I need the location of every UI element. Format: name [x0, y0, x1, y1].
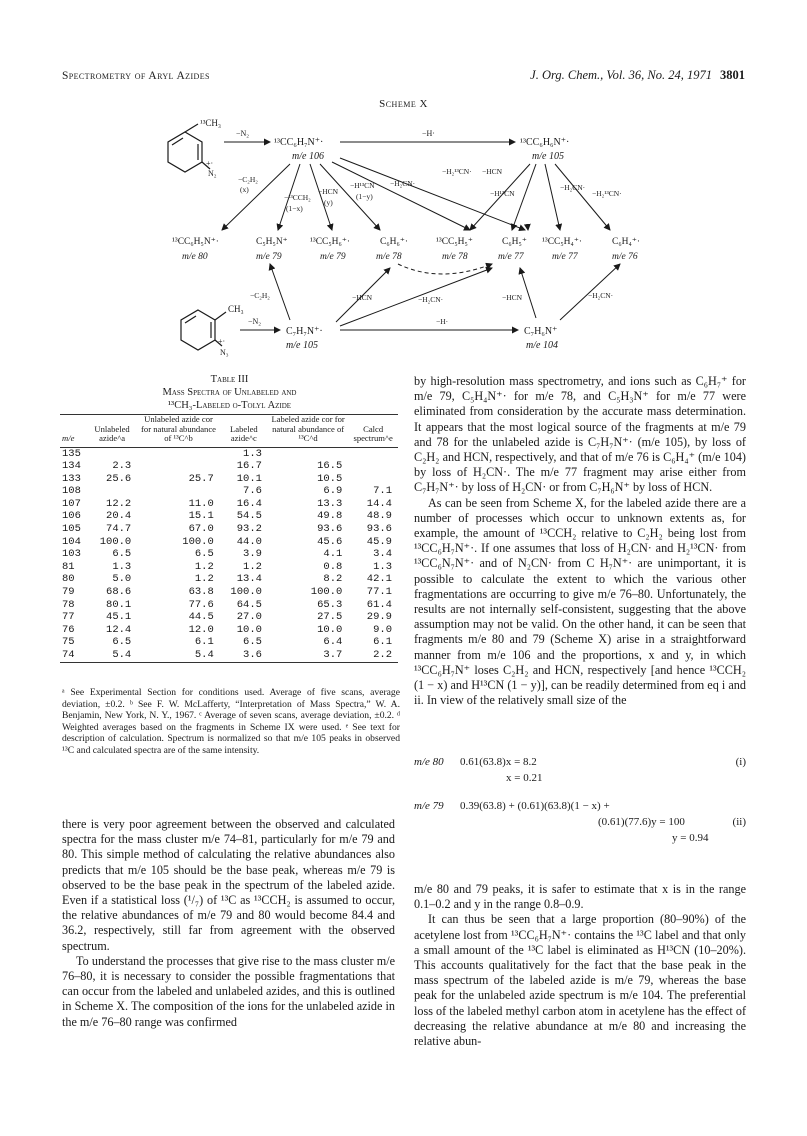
- eq1-expr: 0.61(63.8)x = 8.2: [460, 756, 537, 768]
- paragraph: To understand the processes that give rise to the mass cluster m/e 76–80, it is necessary to consider the possible fragmentations that can occur from the labeled and unlabeled azides, and this is outlined in Scheme X. The composition of the ions for the unlabeled azide in the m/e 76–80 range was confirmed: [62, 953, 396, 1029]
- journal-citation: [530, 68, 745, 83]
- table-cell: 5.0: [112, 573, 132, 586]
- eq2-expr: 0.39(63.8) + (0.61)(63.8)(1 − x) +: [460, 800, 610, 812]
- label-minus-hcn-2: −HCN: [482, 167, 503, 176]
- label-y: (y): [324, 198, 333, 207]
- scheme-title: Scheme X: [379, 98, 428, 110]
- ion-p3-me: m/e 79: [320, 252, 346, 262]
- table-row: [60, 611, 398, 624]
- table-cell: 7.1: [373, 485, 392, 498]
- table-caption: [62, 373, 397, 412]
- table-row: [60, 649, 398, 662]
- ion-p3: ¹³CC₅H₆⁺·: [310, 237, 351, 247]
- table-cell: 0.8: [323, 560, 343, 573]
- table-cell: 10.5: [317, 472, 343, 485]
- table-cell: 78: [62, 598, 75, 611]
- table-cell: 16.7: [236, 460, 262, 473]
- table-title: Table III: [210, 374, 249, 385]
- table-row: [60, 536, 398, 549]
- table-cell: 6.5: [194, 548, 214, 561]
- table-row: [60, 586, 398, 599]
- table-caption-line2: ¹³CH₃-Labeled o-Tolyl Azide: [167, 400, 292, 411]
- table-row: [60, 510, 398, 523]
- table-cell: 9.0: [373, 623, 392, 636]
- table-cell: 12.4: [106, 623, 132, 636]
- table-cell: [348, 460, 398, 473]
- table-cell: 16.4: [236, 497, 262, 510]
- equations-block: [414, 756, 746, 848]
- label-minus-hcn-bottom-2: −HCN: [502, 293, 523, 302]
- table-cell: 11.0: [188, 497, 214, 510]
- ion-p6: C₆H₅⁺: [502, 237, 527, 247]
- table-cell: 2.3: [112, 460, 132, 473]
- ion-c7h7n-me: m/e 105: [286, 340, 318, 351]
- right-column-text-after: [414, 882, 746, 1049]
- table-cell: 93.6: [317, 523, 343, 536]
- table-header-row: [60, 415, 398, 448]
- table-cell: 61.4: [366, 598, 392, 611]
- table-cell: 134: [62, 460, 81, 473]
- table-cell: 13.3: [317, 497, 343, 510]
- table-cell: 42.1: [366, 573, 392, 586]
- table-cell: 68.6: [106, 586, 132, 599]
- table-cell: [268, 447, 348, 460]
- table-cell: 5.4: [112, 649, 132, 661]
- table-cell: 6.1: [373, 636, 392, 649]
- table-cell: 63.8: [188, 586, 214, 599]
- table-cell: 77.6: [188, 598, 214, 611]
- table-cell: 25.7: [188, 472, 214, 485]
- table-cell: 105: [62, 523, 81, 536]
- table-cell: 45.1: [106, 611, 132, 624]
- table-cell: 15.1: [188, 510, 214, 523]
- table-cell: 108: [62, 485, 81, 498]
- table-row: [60, 447, 398, 460]
- table-cell: 14.4: [366, 497, 392, 510]
- table-cell: 44.5: [188, 611, 214, 624]
- table-cell: 1.3: [243, 447, 262, 460]
- ion-p6-me: m/e 77: [498, 252, 524, 262]
- table-cell: 27.0: [236, 611, 262, 624]
- ion-p4: C₆H₆⁺·: [380, 237, 408, 247]
- label-minus-h-top: −H·: [422, 129, 435, 138]
- ion-p2: C₅H₅N⁺: [256, 237, 288, 247]
- paragraph: m/e 80 and 79 peaks, it is safer to estimate that x is in the range 0.1–0.2 and y in the range 0.8–0.9.: [414, 882, 746, 912]
- col-header-me: m/e: [62, 433, 75, 443]
- table-cell: 8.2: [323, 573, 343, 586]
- table-cell: 81: [62, 560, 75, 573]
- table-cell: 76: [62, 623, 75, 636]
- table-cell: 2.2: [373, 649, 392, 661]
- table-cell: 74: [62, 649, 75, 661]
- table-cell: 4.1: [323, 548, 343, 561]
- label-x: (x): [240, 185, 249, 194]
- table-cell: 13.4: [236, 573, 262, 586]
- label-minus-n2-top: −N₂: [236, 129, 250, 138]
- table-cell: 104: [62, 535, 81, 548]
- label-minus-c2h2-bottom: −C₂H₂: [250, 291, 270, 300]
- table-cell: 6.5: [112, 548, 132, 561]
- label-minus-13cch2: −¹³CCH₂: [284, 193, 311, 202]
- table-cell: 1.2: [194, 560, 214, 573]
- table-cell: 1.3: [112, 560, 132, 573]
- ion-13cc6h6n-me: m/e 105: [532, 151, 564, 162]
- ion-p1-me: m/e 80: [182, 252, 208, 262]
- table-cell: 1.2: [243, 560, 262, 573]
- eq2-result: y = 0.94: [672, 832, 709, 844]
- table-cell: [87, 485, 137, 498]
- ion-p7-me: m/e 77: [552, 252, 578, 262]
- table-cell: 10.0: [236, 623, 262, 636]
- table-cell: 93.6: [366, 523, 392, 536]
- table-cell: 3.9: [243, 548, 262, 561]
- table-cell: 77.1: [366, 586, 392, 599]
- table-body: [60, 447, 398, 662]
- table-cell: 135: [62, 447, 81, 460]
- table-cell: 20.4: [106, 510, 132, 523]
- col-header-unlabeled-cor: Unlabeled azide cor for natural abundance of ¹³C^b: [141, 414, 216, 443]
- table-cell: 44.0: [236, 535, 262, 548]
- table-cell: 27.5: [317, 611, 343, 624]
- running-header-title: Spectrometry of Aryl Azides: [62, 70, 210, 82]
- table-cell: 48.9: [366, 510, 392, 523]
- table-cell: [87, 447, 137, 460]
- table-cell: 45.9: [366, 535, 392, 548]
- table-cell: 12.0: [188, 623, 214, 636]
- label-minus-h-bottom: −H·: [436, 317, 449, 326]
- table-cell: 75: [62, 636, 75, 649]
- table-cell: 80.1: [106, 598, 132, 611]
- ion-p4-me: m/e 78: [376, 252, 402, 262]
- table-row: [60, 498, 398, 511]
- scheme-x-diagram: [140, 112, 680, 362]
- table-cell: 49.8: [317, 510, 343, 523]
- table-row: [60, 548, 398, 561]
- ion-p1: ¹³CC₆H₅N⁺·: [172, 237, 219, 247]
- table-cell: 45.6: [317, 535, 343, 548]
- eq2-continuation: (0.61)(77.6)y = 100: [598, 816, 685, 828]
- table-row: [60, 599, 398, 612]
- left-column-text: [62, 817, 395, 1030]
- mass-spectra-table: [60, 414, 398, 663]
- paragraph: by high-resolution mass spectrometry, and ions such as C₆H₇⁺ for m/e 79, C₅H₄N⁺· for m/e 78, and C₅H₃N⁺ for m/e 77 were eliminated from consideration by the accurate mass determination. It appears that the most logical source of the fragments at m/e 79 and 78 for the unlabeled azide is C₇H₇N⁺· (m/e 105), by loss of C₂H₂ and HCN, respectively, and that of m/e 76 is C₆H₄⁺ (m/e 104) by loss of H₂CN·. The m/e 77 fragment may arise either from C₇H₇N⁺· by loss of H₂CN· or from C₇H₆N⁺ by loss of HCN.: [414, 374, 746, 495]
- paragraph: As can be seen from Scheme X, for the labeled azide there are a number of processes which occur to unknown extents as, for example, the amount of ¹³CCH₂ relative to C₂H₂ being lost from ¹³CC₆H₇N⁺·. If one assumes that loss of H₂CN· and H₂¹³CN· from ¹³CC₆N₇N⁺· and of N₂CN· from C H₇N⁺· are unimportant, it is possible to calculate the extent to which the various other fragmentations are occurring to give m/e 76–80. Unfortunately, the results are not internally self-consistent, suggesting that the above assumption may not be valid. On the other hand, it can be seen that fragments m/e 80 and 79 (Scheme X) arise in a straightforward manner from m/e 106 and the proportions, x and y, in which ¹³CC₆H₇N⁺ loses C₂H₂ and HCN, respectively [and hence ¹³CCH₂ (1 − x) and H¹³CN (1 − y)], can be readily determined from eq i and ii. In view of the relatively small size of the: [414, 495, 746, 708]
- benzene-ring-top: [168, 124, 210, 172]
- eq2-number: (ii): [732, 816, 746, 828]
- table-cell: 12.2: [106, 497, 132, 510]
- table-cell: 1.3: [373, 560, 392, 573]
- ion-13cc6h6n: ¹³CC₆H₆N⁺·: [520, 137, 570, 148]
- table-cell: 93.2: [236, 523, 262, 536]
- table-cell: 16.5: [317, 460, 343, 473]
- table-cell: 6.9: [323, 485, 343, 498]
- label-plus-bottom: +·: [218, 337, 226, 346]
- label-minus-n2-bottom: −N₂: [248, 317, 262, 326]
- table-cell: 64.5: [236, 598, 262, 611]
- table-cell: 107: [62, 497, 81, 510]
- right-column-text: [414, 374, 746, 708]
- table-row: [60, 485, 398, 498]
- table-cell: 74.7: [106, 523, 132, 536]
- label-n3: N₃: [220, 348, 229, 357]
- ion-c7h7n: C₇H₇N⁺·: [286, 326, 323, 337]
- ion-p8: C₆H₄⁺·: [612, 237, 640, 247]
- table-cell: 25.6: [106, 472, 132, 485]
- table-cell: 100.0: [310, 586, 343, 599]
- table-cell: 3.6: [243, 649, 262, 661]
- table-cell: [348, 447, 398, 460]
- table-cell: 77: [62, 611, 75, 624]
- table-cell: 29.9: [366, 611, 392, 624]
- table-cell: [137, 460, 220, 473]
- table-cell: 100.0: [182, 535, 214, 548]
- label-minus-h2cn-bottom: −H₂CN·: [418, 295, 444, 304]
- eq2-lhs: m/e 79: [414, 800, 444, 812]
- table-cell: 80: [62, 573, 75, 586]
- label-minus-h2cn-2: −H₂CN·: [560, 183, 586, 192]
- label-n2: N₂: [208, 169, 217, 178]
- col-header-labeled-cor: Labeled azide cor for natural abundance of ¹³C^d: [271, 414, 345, 443]
- table-caption-line1: Mass Spectra of Unlabeled and: [162, 387, 297, 398]
- table-cell: 6.1: [194, 636, 214, 649]
- table-cell: 5.4: [194, 649, 214, 661]
- table-row: [60, 523, 398, 536]
- table-footnote: ᵃ See Experimental Section for conditions used. Average of five scans, average deviation, ±0.2. ᵇ See F. W. McLafferty, “Interpretation of Mass Spectra,” W. A. Benjamin, New York, N. Y., 1967. ᶜ Average of seven scans, average deviation, ±0.2. ᵈ Weighted averages based on the fragments in Scheme IX were used. ᵉ See text for description of calculation. Spectrum is normalized so that m/e 105 peaks in observed ¹³C and calculated spectra are of the same intensity.: [62, 687, 400, 756]
- label-ch3: CH₃: [228, 304, 244, 314]
- table-row: [60, 573, 398, 586]
- table-cell: 65.3: [317, 598, 343, 611]
- ion-p5: ¹³CC₅H₅⁺: [436, 237, 473, 247]
- table-cell: [348, 473, 398, 486]
- table-cell: 133: [62, 472, 81, 485]
- label-minus-hcn-bottom: −HCN: [352, 293, 373, 302]
- paragraph: It can thus be seen that a large proportion (80–90%) of the acetylene lost from ¹³CC₆H₇N⁺· contains the ¹³C label and that only a small amount of the ¹³C label is eliminated as H¹³CN (10–20%). This accounts qualitatively for the fact that the base peak in the mass spectrum of the labeled azide is m/e 79, whereas the base peak for the unlabeled azide spectrum is m/e 104. The preferential loss of the labeled methyl carbon atom in acetylene has the effect of decreasing the relative abundance at m/e 80 and increasing the relative abun-: [414, 912, 746, 1049]
- label-1-minus-y: (1−y): [356, 192, 373, 201]
- table-cell: 10.1: [236, 472, 262, 485]
- eq1-result: x = 0.21: [506, 772, 543, 784]
- table-cell: 100.0: [230, 586, 262, 599]
- ion-p7: ¹³CC₅H₄⁺·: [542, 237, 583, 247]
- col-header-unlabeled: Unlabeled azide^a: [94, 423, 130, 443]
- label-1-minus-x: (1−x): [286, 204, 303, 213]
- paragraph: there is very poor agreement between the observed and calculated spectra for the mass cluster m/e 74–81, particularly for m/e 79 and 80. This simple method of calculating the relative abundances also predicts that m/e 105 should be the base peak, whereas m/e 79 is observed to be the base peak in the spectrum of the labeled azide. Even if a statistical loss (¹/₇) of ¹³C as ¹³CCH₂ is assumed to occur, the relative abundances of m/e 79 and 80 would become 84.4 and 36.2, respectively, still far from agreement with the observed spectrum.: [62, 817, 395, 953]
- table-cell: 67.0: [188, 523, 214, 536]
- table-cell: 103: [62, 548, 81, 561]
- ion-c7h6n: C₇H₆N⁺: [524, 326, 558, 337]
- eq1-number: (i): [735, 756, 746, 768]
- ion-p5-me: m/e 78: [442, 252, 468, 262]
- ion-p8-me: m/e 76: [612, 252, 638, 262]
- table-cell: 79: [62, 586, 75, 599]
- table-cell: 1.2: [194, 573, 214, 586]
- label-13ch3: ¹³CH₃: [200, 118, 222, 128]
- table-cell: 6.4: [323, 636, 343, 649]
- ion-13cc6h7n-me: m/e 106: [292, 151, 324, 162]
- table-cell: [137, 447, 220, 460]
- eq1-lhs: m/e 80: [414, 756, 444, 768]
- label-minus-h2-13cn: −H₂¹³CN·: [442, 167, 472, 176]
- table-cell: 10.0: [317, 623, 343, 636]
- label-minus-h13cn-2: −H¹³CN: [490, 189, 515, 198]
- table-row: [60, 460, 398, 473]
- col-header-labeled: Labeled azide^c: [230, 423, 258, 443]
- label-minus-h2cn-bottom-2: −H₂CN·: [588, 291, 614, 300]
- table-cell: 106: [62, 510, 81, 523]
- label-minus-h13cn: −H¹³CN: [350, 181, 375, 190]
- ion-c7h6n-me: m/e 104: [526, 340, 558, 351]
- col-header-calcd: Calcd spectrum^e: [353, 423, 393, 443]
- table-row: [60, 473, 398, 486]
- table-cell: 100.0: [99, 535, 132, 548]
- table-cell: [137, 485, 220, 498]
- label-minus-c2h2: −C₂H₂: [238, 175, 258, 184]
- table-row: [60, 636, 398, 649]
- page-number: 3801: [720, 68, 745, 82]
- label-minus-hcn: −HCN: [318, 187, 339, 196]
- table-cell: 6.5: [243, 636, 262, 649]
- table-cell: 54.5: [236, 510, 262, 523]
- table-cell: 7.6: [243, 485, 262, 498]
- table-row: [60, 624, 398, 637]
- ion-p2-me: m/e 79: [256, 252, 282, 262]
- table-cell: 6.5: [112, 636, 132, 649]
- journal-ref: J. Org. Chem., Vol. 36, No. 24, 1971: [530, 68, 712, 82]
- table-cell: 3.4: [373, 548, 392, 561]
- label-plus: +·: [206, 159, 214, 168]
- table-cell: 3.7: [323, 649, 343, 661]
- ion-13cc6h7n: ¹³CC₆H₇N⁺·: [274, 137, 324, 148]
- label-minus-h2-13cn-2: −H₂¹³CN·: [592, 189, 622, 198]
- table-row: [60, 561, 398, 574]
- label-minus-h2cn: −H₂CN·: [390, 179, 416, 188]
